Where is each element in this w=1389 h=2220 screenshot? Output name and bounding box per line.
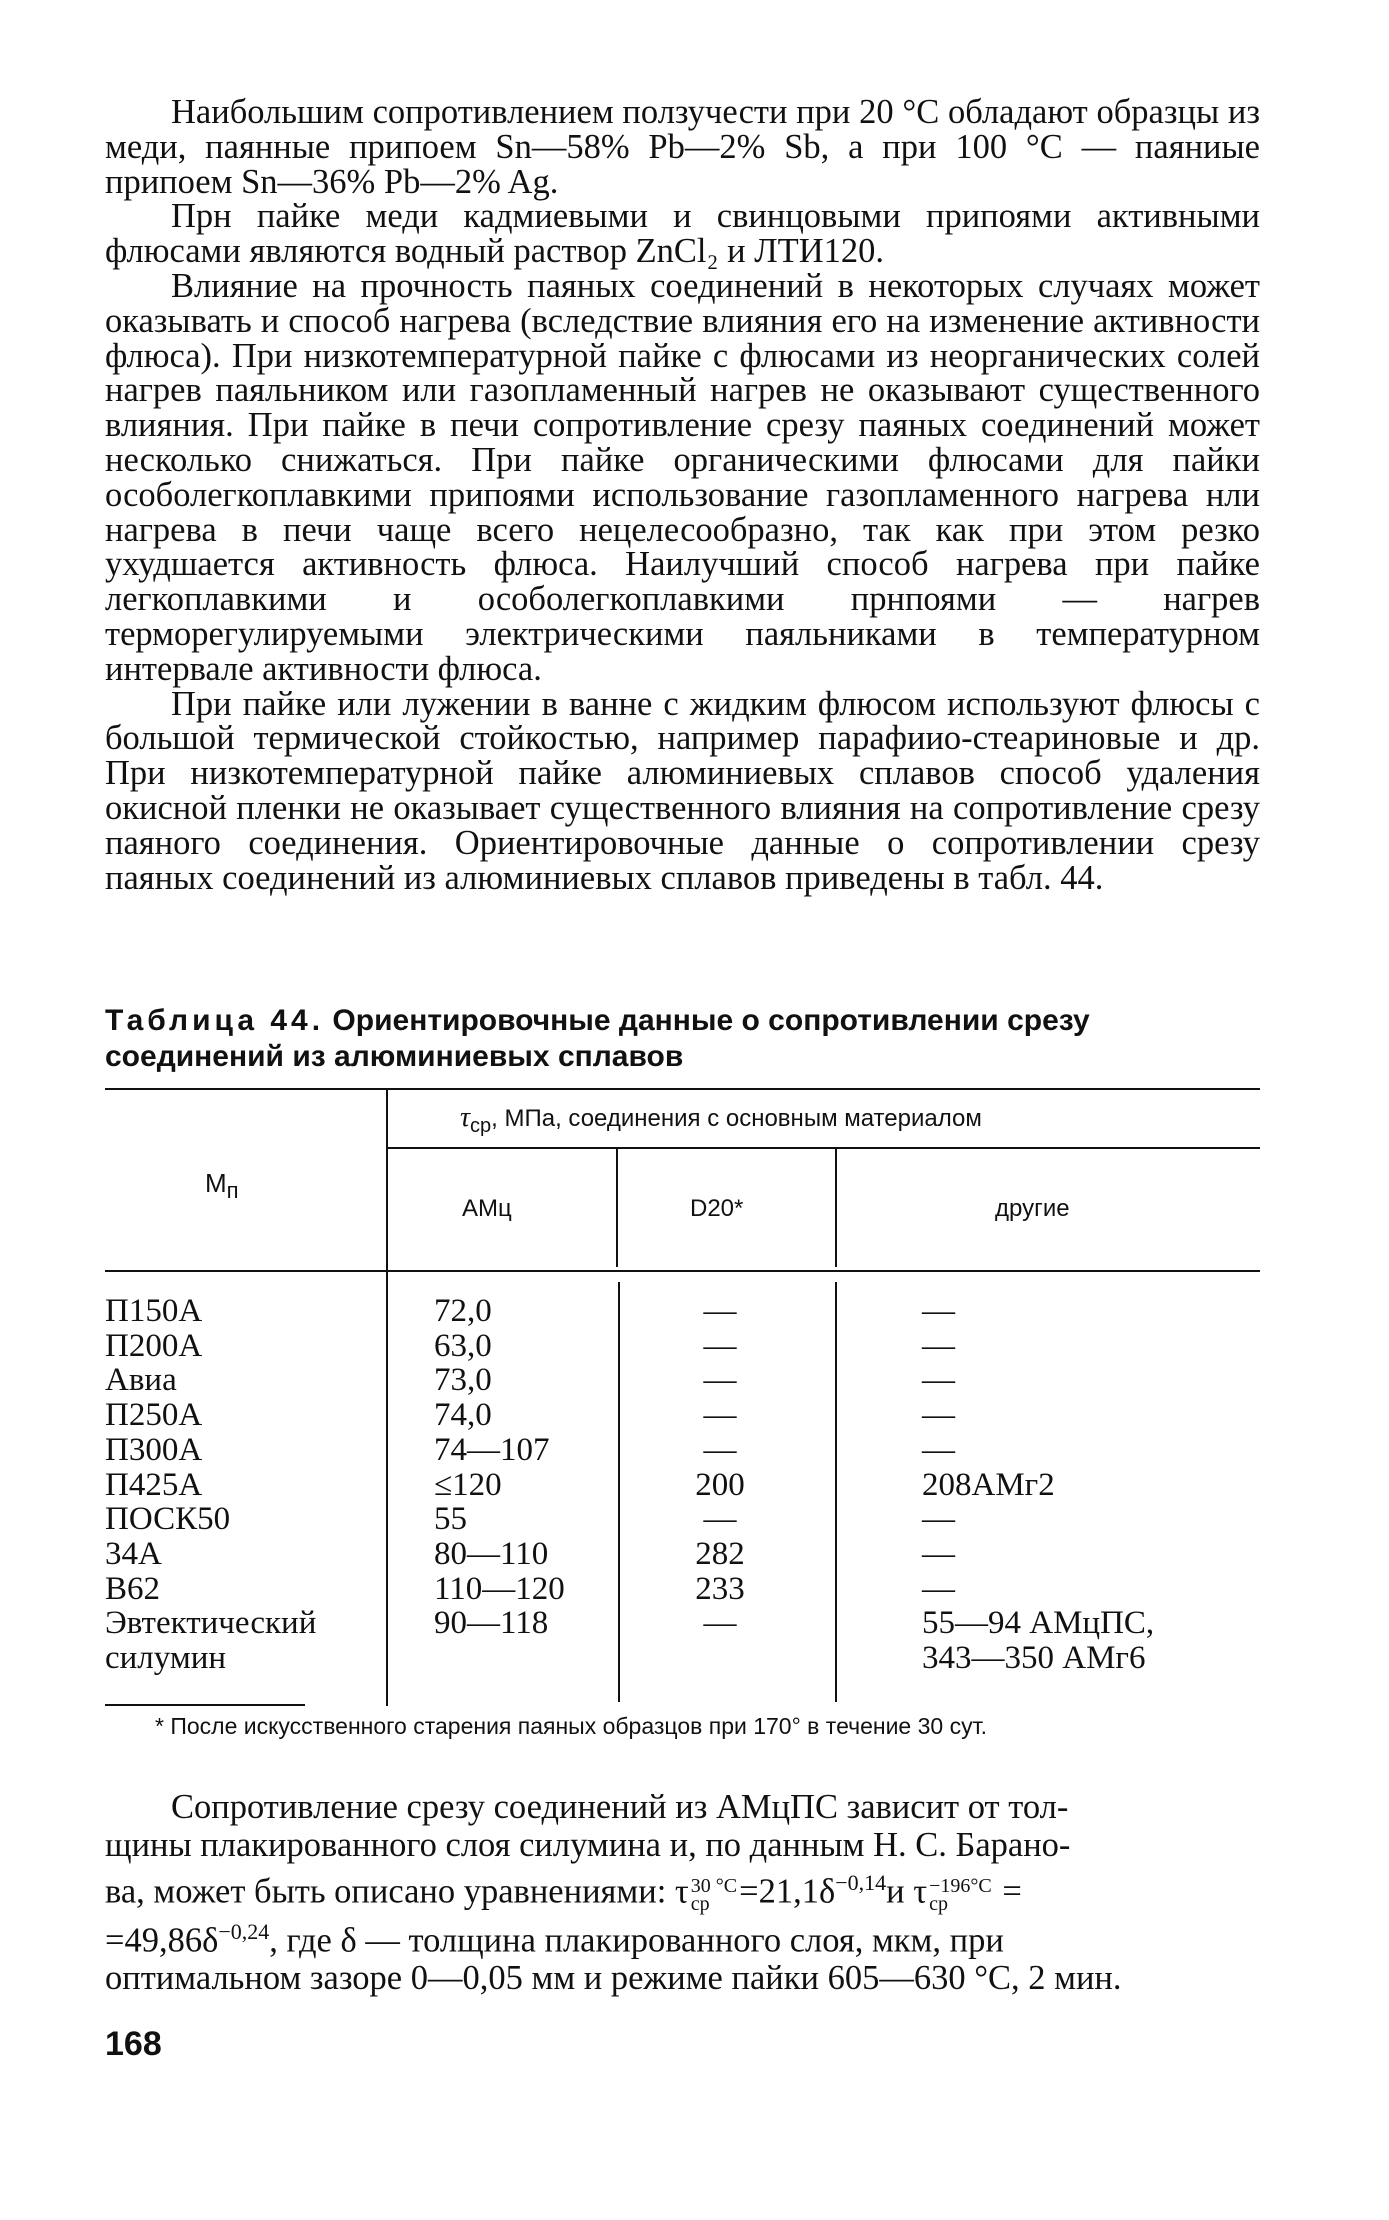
table-cell: — xyxy=(922,1535,955,1572)
table-vertical-rule-2b xyxy=(618,1282,620,1702)
table-top-rule xyxy=(105,1088,1260,1090)
table-cell: — xyxy=(922,1397,955,1434)
column-other-values xyxy=(922,1294,1154,1676)
column-alloy-names xyxy=(105,1294,316,1676)
table-cell: ≤120 xyxy=(434,1466,502,1503)
column-header-other: другие xyxy=(995,1195,1070,1222)
table-caption xyxy=(105,1003,1260,1075)
table-cell: 55—94 АМцПС, xyxy=(922,1605,1155,1642)
table-cell: — xyxy=(703,1293,737,1329)
table-cell: Эвтектический xyxy=(105,1605,317,1642)
table-cell: — xyxy=(922,1293,955,1329)
table-footnote: * После искусственного старения паяных образцов при 170° в течение 30 сут. xyxy=(155,1713,987,1739)
body-text xyxy=(105,95,1260,895)
table-cell: 63,0 xyxy=(434,1327,492,1364)
table-cell: — xyxy=(922,1327,955,1364)
column-header-amc: АМц xyxy=(462,1195,512,1222)
table-group-rule xyxy=(388,1147,1260,1149)
table-cell: — xyxy=(703,1501,737,1538)
table-cell: 34А xyxy=(105,1535,162,1572)
table-cell: П300А xyxy=(105,1431,203,1468)
closing-line-5: оптимальном зазоре 0—0,05 мм и режиме пайки 605—630 °С, 2 мин. xyxy=(105,1959,1122,1998)
closing-line-2: щины плакированного слоя силумина и, по данным Н. С. Барано- xyxy=(105,1826,1071,1864)
table-cell: 74—107 xyxy=(434,1431,550,1468)
table-cell: 73,0 xyxy=(434,1362,492,1399)
table-cell: П200А xyxy=(105,1327,203,1364)
table-cell: силумин xyxy=(105,1640,227,1677)
table-cell: — xyxy=(703,1605,737,1642)
table-cell: — xyxy=(922,1501,955,1538)
table-cell: — xyxy=(703,1327,737,1364)
table-cell: 208АМг2 xyxy=(922,1466,1055,1503)
table-cell: 110—120 xyxy=(434,1570,565,1607)
table-cell: — xyxy=(922,1570,955,1607)
paragraph-3: Влияние на прочность паяных соединений в некоторых случаях может оказывать и способ нагрева (вследствие влияния его на изменение активности флюса). При низкотемпературной пайке с флюсами из неорганических солей нагрев паяльником или газопламенный нагрев не оказывают существенного влияния. При пайке в печи сопротивление срезу паяных соединений может несколько снижаться. При пайке органическими флюсами для пайки особолегкоплавкими припоями использование газопламенного нагрева нли нагрева в печи чаще всего нецелесообразно, так как при этом резко ухудшается активность флюса. Наилучший способ нагрева при пайке легкоплавкими и особолегкоплавкими прнпоями — нагрев терморегулируемыми электрическими паяльниками в температурном интервале активности флюса. xyxy=(105,266,1260,688)
table-cell: — xyxy=(922,1362,955,1399)
table-caption-label: Таблица 44. xyxy=(105,1004,325,1037)
column-d20-values xyxy=(660,1294,780,1676)
table-cell: 72,0 xyxy=(434,1293,492,1329)
table-cell: — xyxy=(703,1431,737,1468)
table-cell: 282 xyxy=(695,1535,745,1572)
table-vertical-rule-2 xyxy=(616,1149,618,1267)
table-header-rule xyxy=(105,1270,1260,1272)
closing-paragraph xyxy=(105,1788,1260,1997)
table-cell: П150А xyxy=(105,1293,203,1329)
table-cell: 233 xyxy=(695,1570,745,1607)
table-cell: 55 xyxy=(434,1501,467,1538)
table-cell: Авиа xyxy=(105,1362,177,1399)
table-cell: — xyxy=(922,1431,955,1468)
paragraph-2: Прн пайке меди кадмиевыми и свинцовыми припоями активными флюсами являются водный раствор ZnCl₂ и ЛТИ120. xyxy=(105,197,1260,271)
row-header: $М_п$ xyxy=(205,1168,239,1204)
footnote-rule xyxy=(105,1704,305,1706)
table-cell: 200 xyxy=(695,1466,745,1503)
table-cell: — xyxy=(703,1397,737,1434)
table-vertical-rule-3b xyxy=(835,1282,837,1702)
table-cell: 343—350 АМг6 xyxy=(922,1640,1146,1677)
table-cell: ПОСК50 xyxy=(105,1501,231,1538)
closing-line-4: $=49,86\delta^{-0,24}$, где δ — толщина плакированного слоя, мкм, при xyxy=(105,1918,1004,1960)
table-cell: — xyxy=(703,1362,737,1399)
closing-line-1: Сопротивление срезу соединений из АМцПС зависит от тол- xyxy=(171,1788,1069,1826)
column-header-d20: D20* xyxy=(690,1195,744,1222)
table-vertical-rule-3 xyxy=(835,1149,837,1267)
table-cell xyxy=(660,1641,780,1676)
page-number: 168 xyxy=(105,2025,162,2063)
column-amc-values xyxy=(434,1294,565,1641)
table-cell: 74,0 xyxy=(434,1397,492,1434)
group-header: $\tau_{ср}$, МПа, соединения с основным материалом xyxy=(460,1102,982,1137)
paragraph-1: Наибольшим сопротивлением ползучести при 20 °С обладают образцы из меди, паянные припоем Sn—58% Pb—2% Sb, а при 100 °С — паяниые припоем Sn—36% Pb—2% Ag. xyxy=(105,93,1260,201)
table-cell: 90—118 xyxy=(434,1605,549,1642)
table-vertical-rule-1 xyxy=(386,1088,388,1706)
table-cell: В62 xyxy=(105,1570,161,1607)
table-cell: 80—110 xyxy=(434,1535,549,1572)
table-caption-text: Ориентировочные данные о сопротивлении срезу соединений из алюминиевых сплавов xyxy=(105,1004,1090,1073)
paragraph-4: При пайке или лужении в ванне с жидким флюсом используют флюсы с большой термической стойкостью, например парафиио-стеариновые и др. При низкотемпературной пайке алюминиевых сплавов способ удаления окисной пленки не оказывает существенного влияния на сопротивление срезу паяного соединения. Ориентировочные данные о сопротивлении срезу паяных соединений из алюминиевых сплавов приведены в табл. 44. xyxy=(105,684,1260,897)
table-cell: П250А xyxy=(105,1397,203,1434)
table-cell: П425А xyxy=(105,1466,203,1503)
closing-line-3: ва, может быть описано уравнениями: τ 30 °С ср $=21,1\delta^{-0,14}и$ τ −196°С ср = xyxy=(105,1870,1022,1915)
